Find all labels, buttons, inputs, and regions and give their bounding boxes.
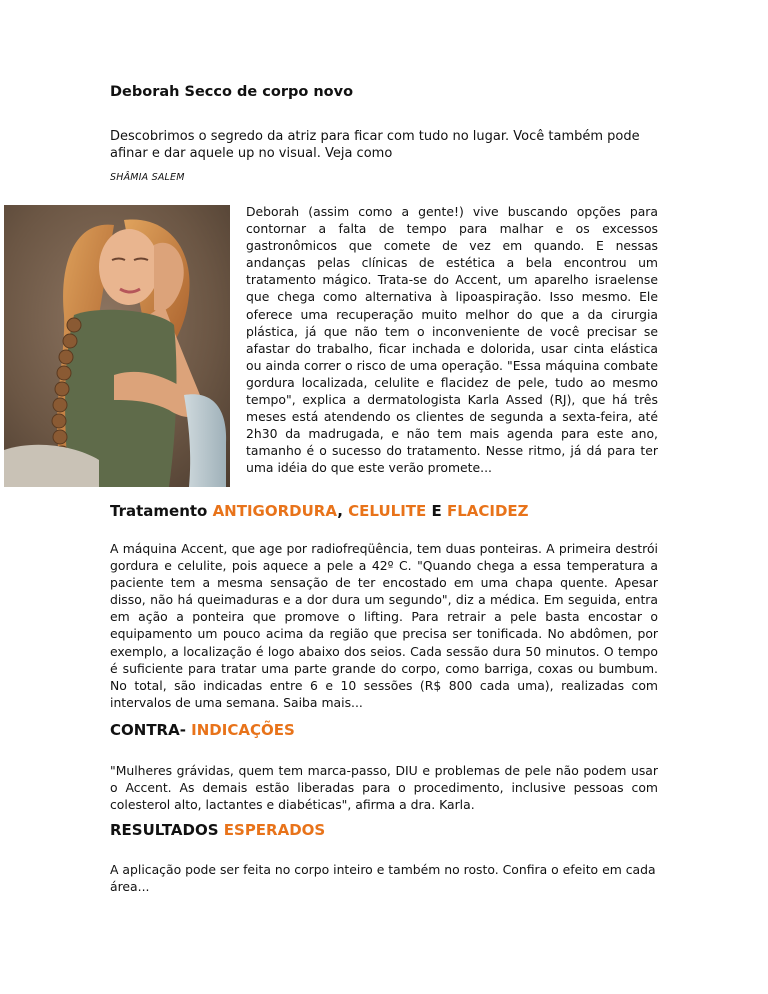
heading-keyword: FLACIDEZ: [446, 502, 529, 520]
article-photo: [4, 205, 230, 487]
section-body-results: A aplicação pode ser feita no corpo inteiro e também no rosto. Confira o efeito em cada área...: [110, 862, 656, 895]
heading-keyword: INDICAÇÕES: [191, 721, 295, 739]
author-byline: SHÂMIA SALEM: [110, 172, 185, 183]
section-body-treatment: A máquina Accent, que age por radiofreqüência, tem duas ponteiras. A primeira destrói gordura e celulite, pois aquece a pele a 42º C. "Quando chega a essa temperatura a paciente tem a mesma sensação de ter encostado em uma chapa quente. Apesar disso, não há queimaduras e a dor dura um segundo", diz a médica. Em seguida, entra em ação a ponteira que promove o lifting. Para retrair a pele basta encostar o equipamento um pouco acima da região que precisa ser tonificada. No abdômen, por exemplo, a localização é logo abaixo dos seios. Cada sessão dura 50 minutos. O tempo é suficiente para tratar uma parte grande do corpo, como barriga, coxas ou bumbum. No total, são indicadas entre 6 e 10 sessões (R$ 800 cada uma), realizadas com intervalos de uma semana. Saiba mais...: [110, 541, 658, 710]
article-title: Deborah Secco de corpo novo: [110, 84, 354, 100]
heading-keyword: ANTIGORDURA: [212, 502, 338, 520]
heading-keyword: CELULITE: [348, 502, 427, 520]
section-heading-contraindications: [110, 721, 295, 739]
section-heading-treatment: [110, 502, 529, 520]
article-lead: Descobrimos o segredo da atriz para ficar com tudo no lugar. Você também pode afinar e dar aquele up no visual. Veja como: [110, 129, 640, 161]
heading-keyword: ESPERADOS: [223, 821, 326, 839]
heading-part: ,: [337, 502, 349, 520]
section-body-contraindications: "Mulheres grávidas, quem tem marca-passo, DIU e problemas de pele não podem usar o Accent. As demais estão liberadas para o procedimento, inclusive pessoas com colesterol alto, lactantes e diabéticas", afirma a dra. Karla.: [110, 763, 658, 813]
heading-part: E: [426, 502, 447, 520]
article-intro: Deborah (assim como a gente!) vive buscando opções para contornar a falta de tempo para malhar e os excessos gastronômicos que comete de vez em quando. E nessas andanças pelas clínicas de estética a bela encontrou um tratamento mágico. Trata-se do Accent, um aparelho israelense que chega como alternativa à lipoaspiração. Isso mesmo. Ele oferece uma recuperação muito melhor do que a da cirurgia plástica, já que não tem o inconveniente de você precisar se afastar do trabalho, ficar inchada e dolorida, usar cinta elástica ou ainda correr o risco de uma operação. "Essa máquina combate gordura localizada, celulite e flacidez de pele, tudo ao mesmo tempo", explica a dermatologista Karla Assed (RJ), que há três meses está atendendo os clientes de segunda a sexta-feira, até 2h30 da madrugada, e não tem mais agenda para este ano, tamanho é o sucesso do tratamento. Nesse ritmo, já dá para ter uma idéia do que este verão promete...: [246, 204, 658, 476]
heading-part: CONTRA-: [110, 721, 192, 739]
heading-part: Tratamento: [110, 502, 213, 520]
section-heading-results: [110, 821, 325, 839]
heading-part: RESULTADOS: [110, 821, 224, 839]
